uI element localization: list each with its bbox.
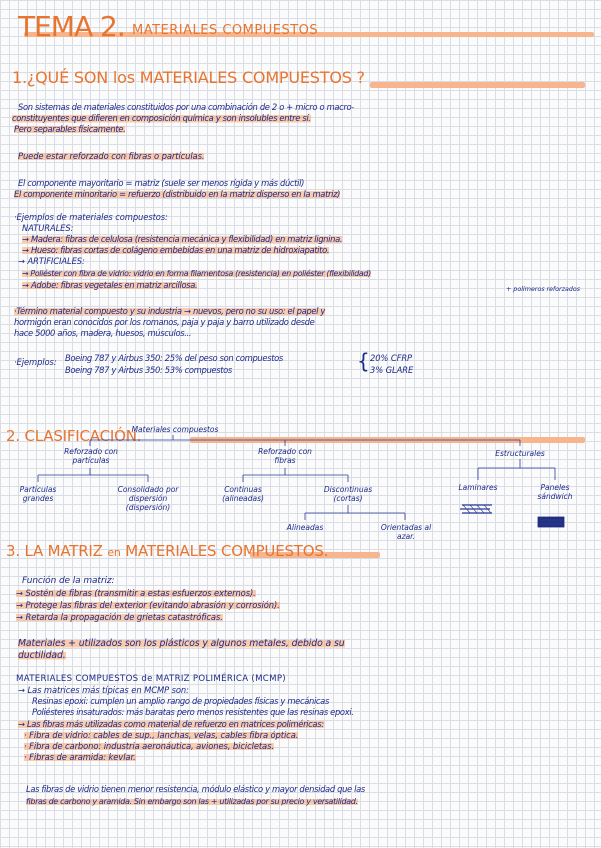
tree-root: Materiales compuestos <box>131 425 219 434</box>
s1-nat-title: NATURALES: <box>22 223 74 233</box>
header <box>12 6 592 46</box>
s1-examples-title: ·Ejemplos de materiales compuestos: <box>14 212 168 222</box>
tree-b1-a: Partículas grandes <box>19 485 57 503</box>
s3-title-a: 3. LA MATRIZ <box>6 542 103 560</box>
tree-b2-b: Discontinuas (cortas) <box>323 485 373 503</box>
s3-mcmp-2c: · Fibras de aramida: kevlar. <box>24 752 136 762</box>
s1-art-1: → Poliéster con fibra de vidrio: vidrio en forma filamentosa (resistencia) en poliéster (flexibilidad) <box>22 269 371 278</box>
section-3-title <box>6 542 328 560</box>
s1-p3-l1: El componente mayoritario = matriz (suele ser menos rígida y más dúctil) <box>18 178 304 188</box>
s3-last-l2: fibras de carbono y aramida. Sin embargo son las + utilizadas por su precio y versatilidad. <box>26 797 358 806</box>
laminar-icon <box>460 505 492 513</box>
s3-mat-l1: Materiales + utilizados son los plásticos y algunos metales, debido a su <box>18 638 345 649</box>
s3-mcmp-2: → Las fibras más utilizadas como material de refuerzo en matrices poliméricas: <box>18 719 324 729</box>
s3-fn-1: → Sostén de fibras (transmitir a estas esfuerzos externos). <box>16 588 256 598</box>
tree-b2: Reforzado con fibras <box>258 447 312 465</box>
s1-p1-l1: Son sistemas de materiales constituidos por una combinación de 2 o + micro o macro- <box>18 102 354 112</box>
tema-subtitle: MATERIALES COMPUESTOS <box>132 23 319 38</box>
classification-tree <box>0 425 601 555</box>
s3-mcmp-1b: Poliésteres insaturados: más baratas pero menos resistentes que las resinas epoxi. <box>32 707 354 717</box>
s1-p5-l1: Boeing 787 y Airbus 350: 25% del peso son compuestos <box>65 353 283 363</box>
s1-art-title: → ARTIFICIALES: <box>18 256 85 266</box>
s1-p5-r1: 20% CFRP <box>370 353 413 363</box>
s1-p5-r2: 3% GLARE <box>370 365 414 375</box>
s3-title-b: en <box>107 546 121 559</box>
tree-b1: Reforzado con partículas <box>64 447 118 465</box>
s3-mcmp-title: MATERIALES COMPUESTOS de MATRIZ POLIMÉRICA (MCMP) <box>16 674 286 684</box>
section-1-bar <box>370 82 585 88</box>
s1-p5-brace: { <box>357 349 370 373</box>
s1-p5-label: ·Ejemplos: <box>14 357 57 367</box>
s1-p1-l2: constituyentes que difieren en composición química y son insolubles entre sí. <box>12 113 311 123</box>
section-2-title: 2. CLASIFICACIÓN. <box>6 427 142 445</box>
s1-p1-l3: Pero separables físicamente. <box>14 124 126 134</box>
s3-mcmp-2a: · Fibra de vidrio: cables de sup., lanchas, velas, cables fibra óptica. <box>24 730 299 740</box>
s1-art-2: → Adobe: fibras vegetales en matriz arcillosa. <box>22 280 198 290</box>
s1-art-2-note: + polímeros reforzados <box>506 285 580 293</box>
s1-p5-l2: Boeing 787 y Airbus 350: 53% compuestos <box>65 365 232 375</box>
s3-fn-title: Función de la matriz: <box>22 576 115 586</box>
s3-mcmp-1: → Las matrices más típicas en MCMP son: <box>18 685 189 695</box>
tree-b2-b-b: Orientadas al azar. <box>380 523 432 541</box>
s3-fn-2: → Protege las fibras del exterior (evitando abrasión y corrosión). <box>16 600 280 610</box>
s1-p4-l3: hace 5000 años, madera, huesos, músculos... <box>14 328 192 338</box>
s1-nat-2: → Hueso: fibras cortas de colágeno embebidas en una matriz de hidroxiapatito. <box>22 245 330 255</box>
s1-p4-l2: hormigón eran conocidos por los romanos, paja y paja y barro utilizado desde <box>14 317 315 327</box>
tema-title: TEMA 2. <box>18 10 125 43</box>
s1-p2: Puede estar reforzado con fibras o partículas. <box>18 151 205 161</box>
s3-last-l1: Las fibras de vidrio tienen menor resistencia, módulo elástico y mayor densidad que las <box>26 784 365 794</box>
sandwich-icon <box>538 517 564 527</box>
s3-mat-l2: ductilidad. <box>18 650 66 661</box>
section-1-title: 1.¿QUÉ SON los MATERIALES COMPUESTOS ? <box>12 68 365 87</box>
s3-title-c: MATERIALES COMPUESTOS. <box>125 542 329 560</box>
tree-b2-b-a: Alineadas <box>286 523 324 532</box>
s1-p4-l1: ·Término material compuesto y su industria → nuevos, pero no su uso: el papel y <box>14 306 326 316</box>
tree-b3-b: Paneles sándwich <box>537 483 573 501</box>
section-2 <box>0 425 601 555</box>
s1-nat-1: → Madera: fibras de celulosa (resistencia mecánica y flexibilidad) en matriz lignina. <box>22 234 343 244</box>
tree-b3: Estructurales <box>495 449 545 458</box>
tree-b1-b: Consolidado por dispersión (dispersión) <box>117 485 179 512</box>
s1-p3-l2: El componente minoritario = refuerzo (distribuido en la matriz disperso en la matriz) <box>14 189 341 199</box>
s3-mcmp-1a: Resinas epoxi: cumplen un amplio rango de propiedades físicas y mecánicas <box>32 696 329 706</box>
s3-fn-3: → Retarda la propagación de grietas catastróficas. <box>16 612 223 622</box>
s3-mcmp-2b: · Fibra de carbono: industria aeronáutica, aviones, bicicletas. <box>24 741 274 751</box>
tree-b2-a: Continuas (alineadas) <box>222 485 264 503</box>
tree-b3-a: Laminares <box>458 483 498 492</box>
